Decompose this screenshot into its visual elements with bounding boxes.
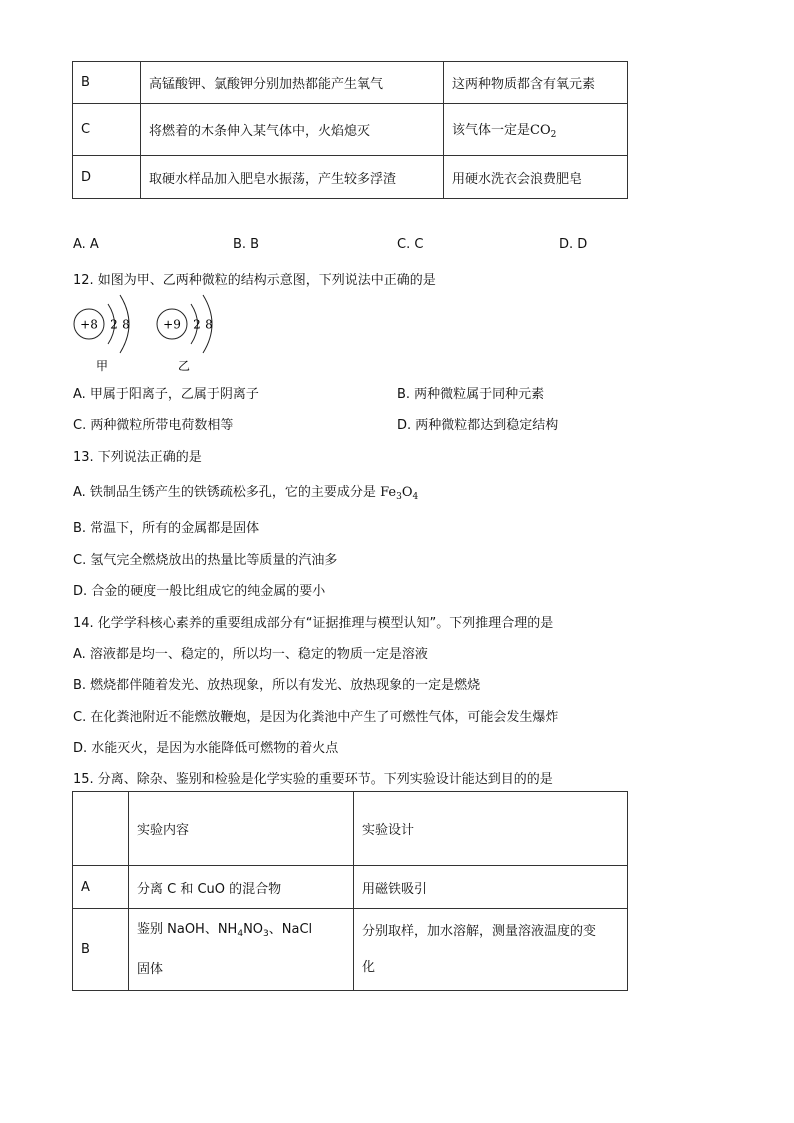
option-a: A. 甲属于阳离子，乙属于阴离子 (73, 387, 259, 402)
table-row (73, 866, 628, 909)
question-13-stem: 13. 下列说法正确的是 (73, 450, 202, 465)
row-phenomenon: 高锰酸钾、氯酸钾分别加热都能产生氧气 (141, 62, 444, 104)
row-content: 分离 C 和 CuO 的混合物 (129, 866, 354, 909)
option-a: A. 溶液都是均一、稳定的，所以均一、稳定的物质一定是溶液 (73, 647, 428, 662)
nucleus-charge: +9 (163, 317, 181, 332)
formula-fe3o4: $Fe_3O_4$ (380, 485, 419, 502)
row-key: C (73, 104, 141, 156)
option-d: D. D (559, 237, 588, 252)
row-key: D (73, 156, 141, 199)
shell-electrons-1: 2 (193, 317, 201, 332)
question-15-stem: 15. 分离、除杂、鉴别和检验是化学实验的重要环节。下列实验设计能达到目的的是 (73, 772, 553, 787)
option-d: D. 两种微粒都达到稳定结构 (397, 418, 559, 433)
table-row (73, 62, 628, 104)
row-phenomenon: 将燃着的木条伸入某气体中，火焰熄灭 (141, 104, 444, 156)
row-conclusion: 用硬水洗衣会浪费肥皂 (444, 156, 628, 199)
row-content: 鉴别 NaOH、$NH_4NO_3$、NaCl 固体 (129, 909, 354, 991)
header-content: 实验内容 (129, 792, 354, 866)
question-14-stem: 14. 化学学科核心素养的重要组成部分有“证据推理与模型认知”。下列推理合理的是 (73, 616, 554, 631)
table-row (73, 909, 628, 991)
question-15-table (72, 791, 628, 991)
table-row (73, 104, 628, 156)
row-key: A (73, 866, 129, 909)
question-11-table (72, 61, 628, 199)
header-design: 实验设计 (354, 792, 628, 866)
row-phenomenon: 取硬水样品加入肥皂水振荡，产生较多浮渣 (141, 156, 444, 199)
option-c: C. 两种微粒所带电荷数相等 (73, 418, 234, 433)
table-row (73, 156, 628, 199)
table-header-row (73, 792, 628, 866)
row-key: B (73, 62, 141, 104)
particle-label: 甲 (95, 359, 109, 373)
option-d: D. 合金的硬度一般比组成它的纯金属的要小 (73, 584, 326, 599)
row-key: B (73, 909, 129, 991)
option-b: B. 两种微粒属于同种元素 (397, 387, 545, 402)
option-a: A. 铁制品生锈产生的铁锈疏松多孔，它的主要成分是 $Fe_3O_4$ (73, 485, 419, 502)
shell-electrons-1: 2 (110, 317, 118, 332)
option-d: D. 水能灭火，是因为水能降低可燃物的着火点 (73, 741, 339, 756)
row-conclusion: 这两种物质都含有氧元素 (444, 62, 628, 104)
header-key (73, 792, 129, 866)
option-b: B. 燃烧都伴随着发光、放热现象，所以有发光、放热现象的一定是燃烧 (73, 678, 481, 693)
particle-structure-diagram (68, 290, 238, 380)
option-c: C. C (397, 237, 424, 252)
row-design: 分别取样，加水溶解，测量溶液温度的变 化 (354, 909, 628, 991)
option-b: B. 常温下，所有的金属都是固体 (73, 521, 260, 536)
option-a: A. A (73, 237, 99, 252)
question-12-stem: 12. 如图为甲、乙两种微粒的结构示意图，下列说法中正确的是 (73, 273, 436, 288)
row-design: 用磁铁吸引 (354, 866, 628, 909)
option-b: B. B (233, 237, 260, 252)
nucleus-charge: +8 (80, 317, 98, 332)
option-c: C. 氢气完全燃烧放出的热量比等质量的汽油多 (73, 553, 338, 568)
particle-label: 乙 (177, 359, 191, 373)
particle-yi (157, 295, 213, 373)
shell-electrons-2: 8 (205, 317, 213, 332)
shell-electrons-2: 8 (122, 317, 130, 332)
option-c: C. 在化粪池附近不能燃放鞭炮，是因为化粪池中产生了可燃性气体，可能会发生爆炸 (73, 710, 559, 725)
row-conclusion: 该气体一定是$CO_2$ (444, 104, 628, 156)
particle-jia (74, 295, 130, 373)
